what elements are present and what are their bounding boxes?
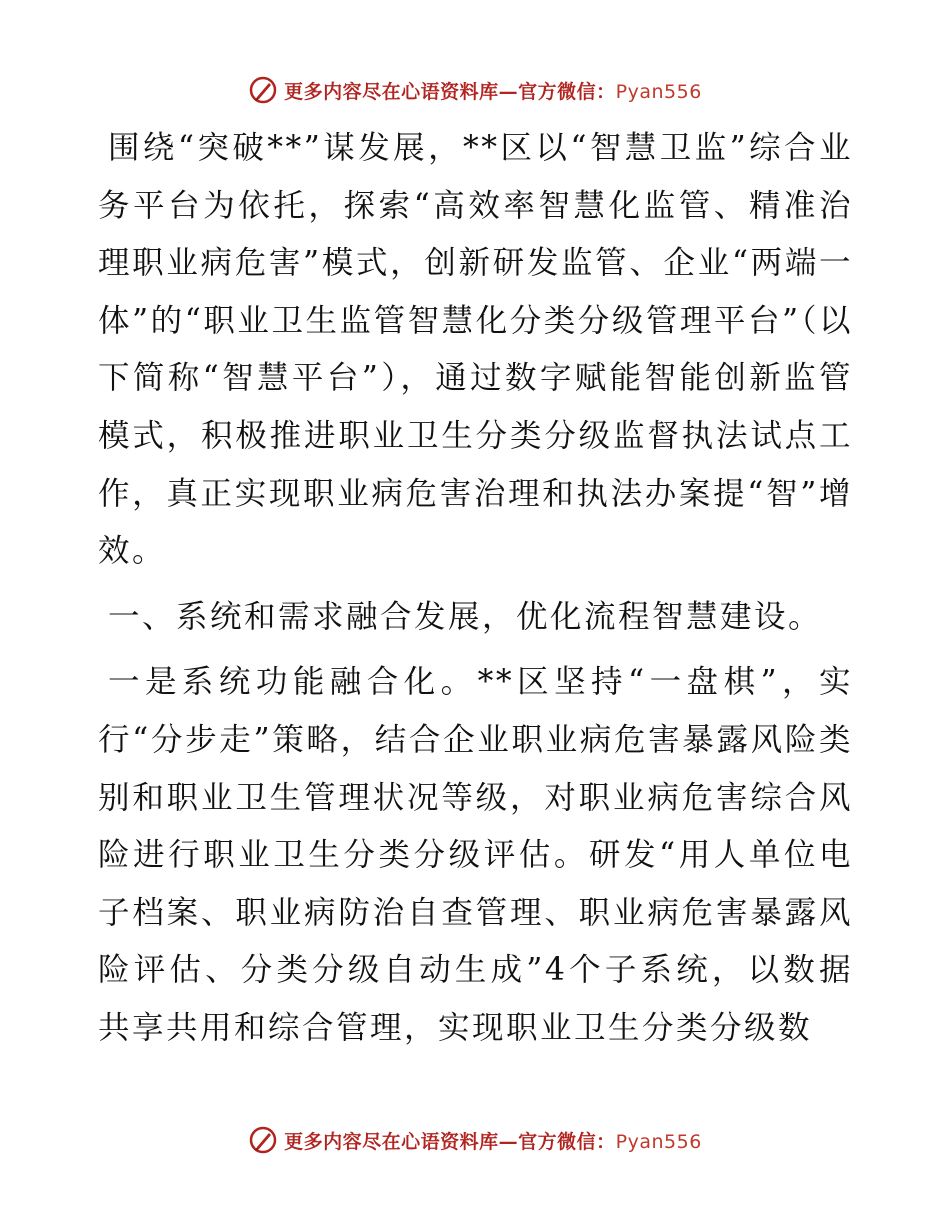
document-body (98, 120, 853, 1058)
intro-paragraph: 围绕“突破**”谋发展，**区以“智慧卫监”综合业务平台为依托，探索“高效率智慧化监管、精准治理职业病危害”模式，创新研发监管、企业“两端一体”的“职业卫生监管智慧化分类分级管理平台”（以下简称“智慧平台”），通过数字赋能智能创新监管模式，积极推进职业卫生分类分级监督执法试点工作，真正实现职业病危害治理和执法办案提“智”增效。 (98, 130, 853, 570)
header-banner-text: 更多内容尽在心语资料库—官方微信：Pyan556 (284, 80, 702, 103)
pen-logo-icon (248, 1125, 278, 1155)
pen-logo-icon (248, 75, 278, 105)
footer-banner-text: 更多内容尽在心语资料库—官方微信：Pyan556 (284, 1130, 702, 1153)
footer-wechat-id: Pyan556 (615, 1130, 702, 1153)
footer-watermark-banner (0, 1120, 950, 1160)
section-heading: 一、系统和需求融合发展，优化流程智慧建设。 (108, 598, 823, 635)
header-watermark-banner (0, 70, 950, 110)
header-wechat-id: Pyan556 (615, 80, 702, 103)
body-paragraph: 一是系统功能融合化。**区坚持“一盘棋”，实行“分步走”策略，结合企业职业病危害暴露风险类别和职业卫生管理状况等级，对职业病危害综合风险进行职业卫生分类分级评估。研发“用人单位电子档案、职业病防治自查管理、职业病危害暴露风险评估、分类分级自动生成”4个子系统，以数据共享共用和综合管理，实现职业卫生分类分级数 (98, 664, 853, 1046)
